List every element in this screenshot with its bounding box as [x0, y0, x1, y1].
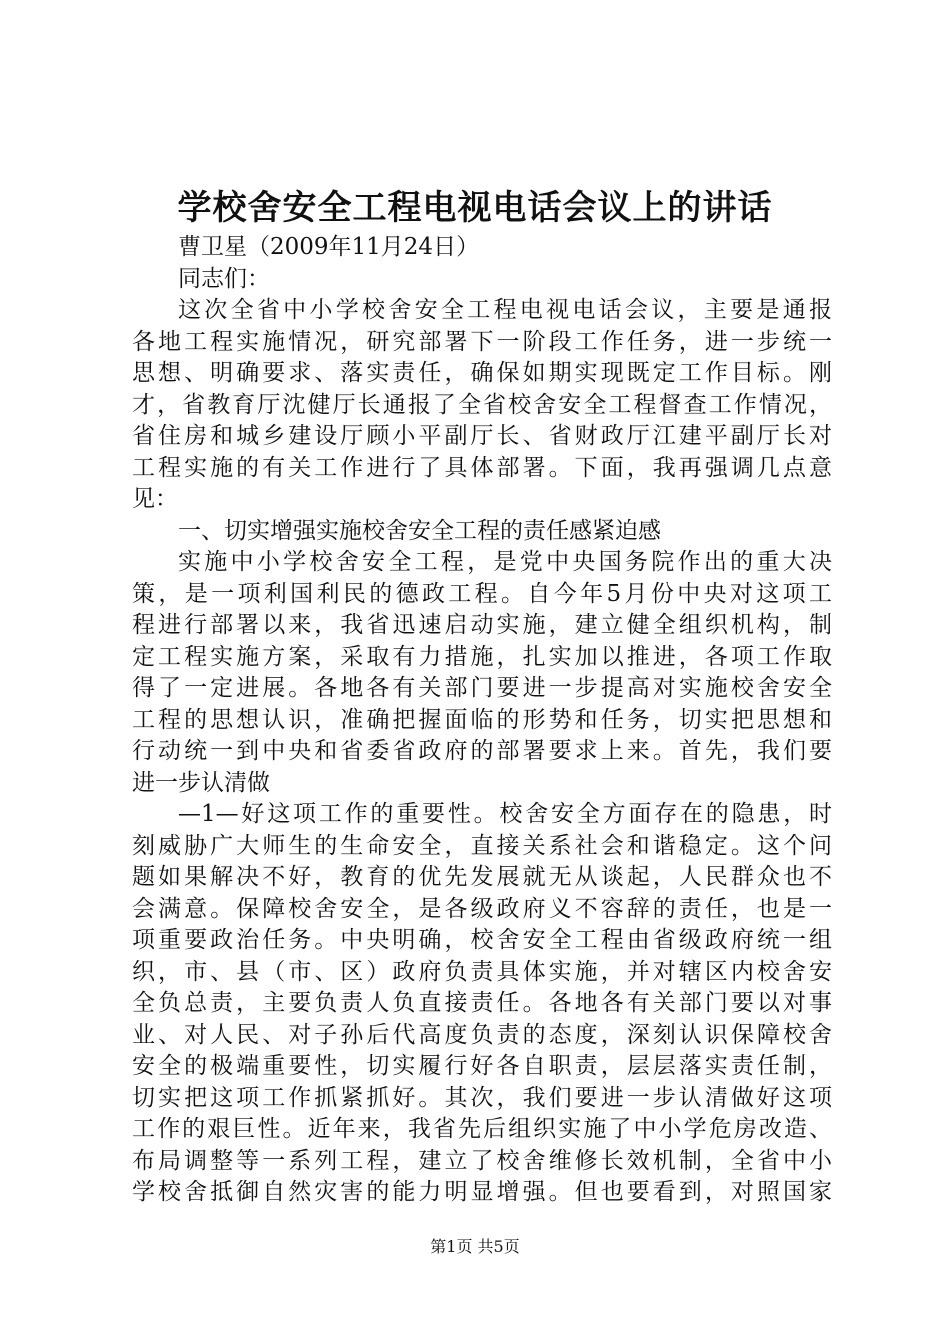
- text-line: 全负总责，主要负责人负直接责任。各地各有关部门要以对事: [132, 990, 832, 1016]
- text-line: 工程实施的有关工作进行了具体部署。下面，我再强调几点意: [132, 454, 832, 481]
- text-line: 各地工程实施情况，研究部署下一阶段工作任务，进一步统一: [132, 328, 832, 355]
- text-line: 才，省教育厅沈健厅长通报了全省校舍安全工程督查工作情况，: [132, 391, 832, 418]
- text-line: 思想、明确要求、落实责任，确保如期实现既定工作目标。刚: [132, 360, 832, 386]
- text-line: 一、切实增强实施校舍安全工程的责任感紧迫感: [178, 517, 661, 544]
- text-line: 织，市、县（市、区）政府负责具体实施，并对辖区内校舍安: [132, 958, 832, 985]
- text-line: 定工程实施方案，采取有力措施，扎实加以推进，各项工作取: [132, 643, 832, 670]
- document-body: [132, 232, 832, 1209]
- text-line: 会满意。保障校舍安全，是各级政府义不容辞的责任，也是一: [132, 895, 832, 922]
- text-line: 曹卫星（2009年11月24日）: [178, 234, 480, 260]
- text-line: 得了一定进展。各地各有关部门要进一步提高对实施校舍安全: [132, 675, 832, 701]
- text-line: 刻威胁广大师生的生命安全，直接关系社会和谐稳定。这个问: [132, 832, 832, 859]
- text-line: 工作的艰巨性。近年来，我省先后组织实施了中小学危房改造、: [132, 1116, 832, 1142]
- text-line: 业、对人民、对子孙后代高度负责的态度，深刻认识保障校舍: [132, 1021, 832, 1048]
- text-line: 实施中小学校舍安全工程，是党中央国务院作出的重大决: [178, 549, 832, 575]
- text-line: 程进行部署以来，我省迅速启动实施，建立健全组织机构，制: [132, 612, 832, 638]
- text-line: 省住房和城乡建设厅顾小平副厅长、省财政厅江建平副厅长对: [132, 423, 832, 449]
- text-line: 同志们：: [178, 265, 270, 292]
- text-line: 行动统一到中央和省委省政府的部署要求上来。首先，我们要: [132, 738, 832, 764]
- text-line: 见：: [132, 486, 178, 512]
- text-line: 切实把这项工作抓紧抓好。其次，我们要进一步认清做好这项: [132, 1084, 832, 1111]
- text-line: 这次全省中小学校舍安全工程电视电话会议，主要是通报: [178, 297, 832, 323]
- text-line: 学校舍抵御自然灾害的能力明显增强。但也要看到，对照国家: [132, 1179, 832, 1205]
- text-line: 工程的思想认识，准确把握面临的形势和任务，切实把思想和: [132, 706, 832, 733]
- document-title: 学校舍安全工程电视电话会议上的讲话: [177, 188, 773, 228]
- text-line: 题如果解决不好，教育的优先发展就无从谈起，人民群众也不: [132, 864, 832, 890]
- text-line: 安全的极端重要性，切实履行好各自职责，层层落实责任制，: [132, 1053, 832, 1079]
- text-line: 策，是一项利国利民的德政工程。自今年5月份中央对这项工: [132, 580, 832, 607]
- page-number: 第1页 共5页: [430, 1237, 520, 1256]
- text-line: 布局调整等一系列工程，建立了校舍维修长效机制，全省中小: [132, 1147, 832, 1174]
- text-line: —1—好这项工作的重要性。校舍安全方面存在的隐患，时: [178, 801, 832, 827]
- text-line: 项重要政治任务。中央明确，校舍安全工程由省级政府统一组: [132, 927, 832, 953]
- text-line: 进一步认清做: [132, 769, 270, 796]
